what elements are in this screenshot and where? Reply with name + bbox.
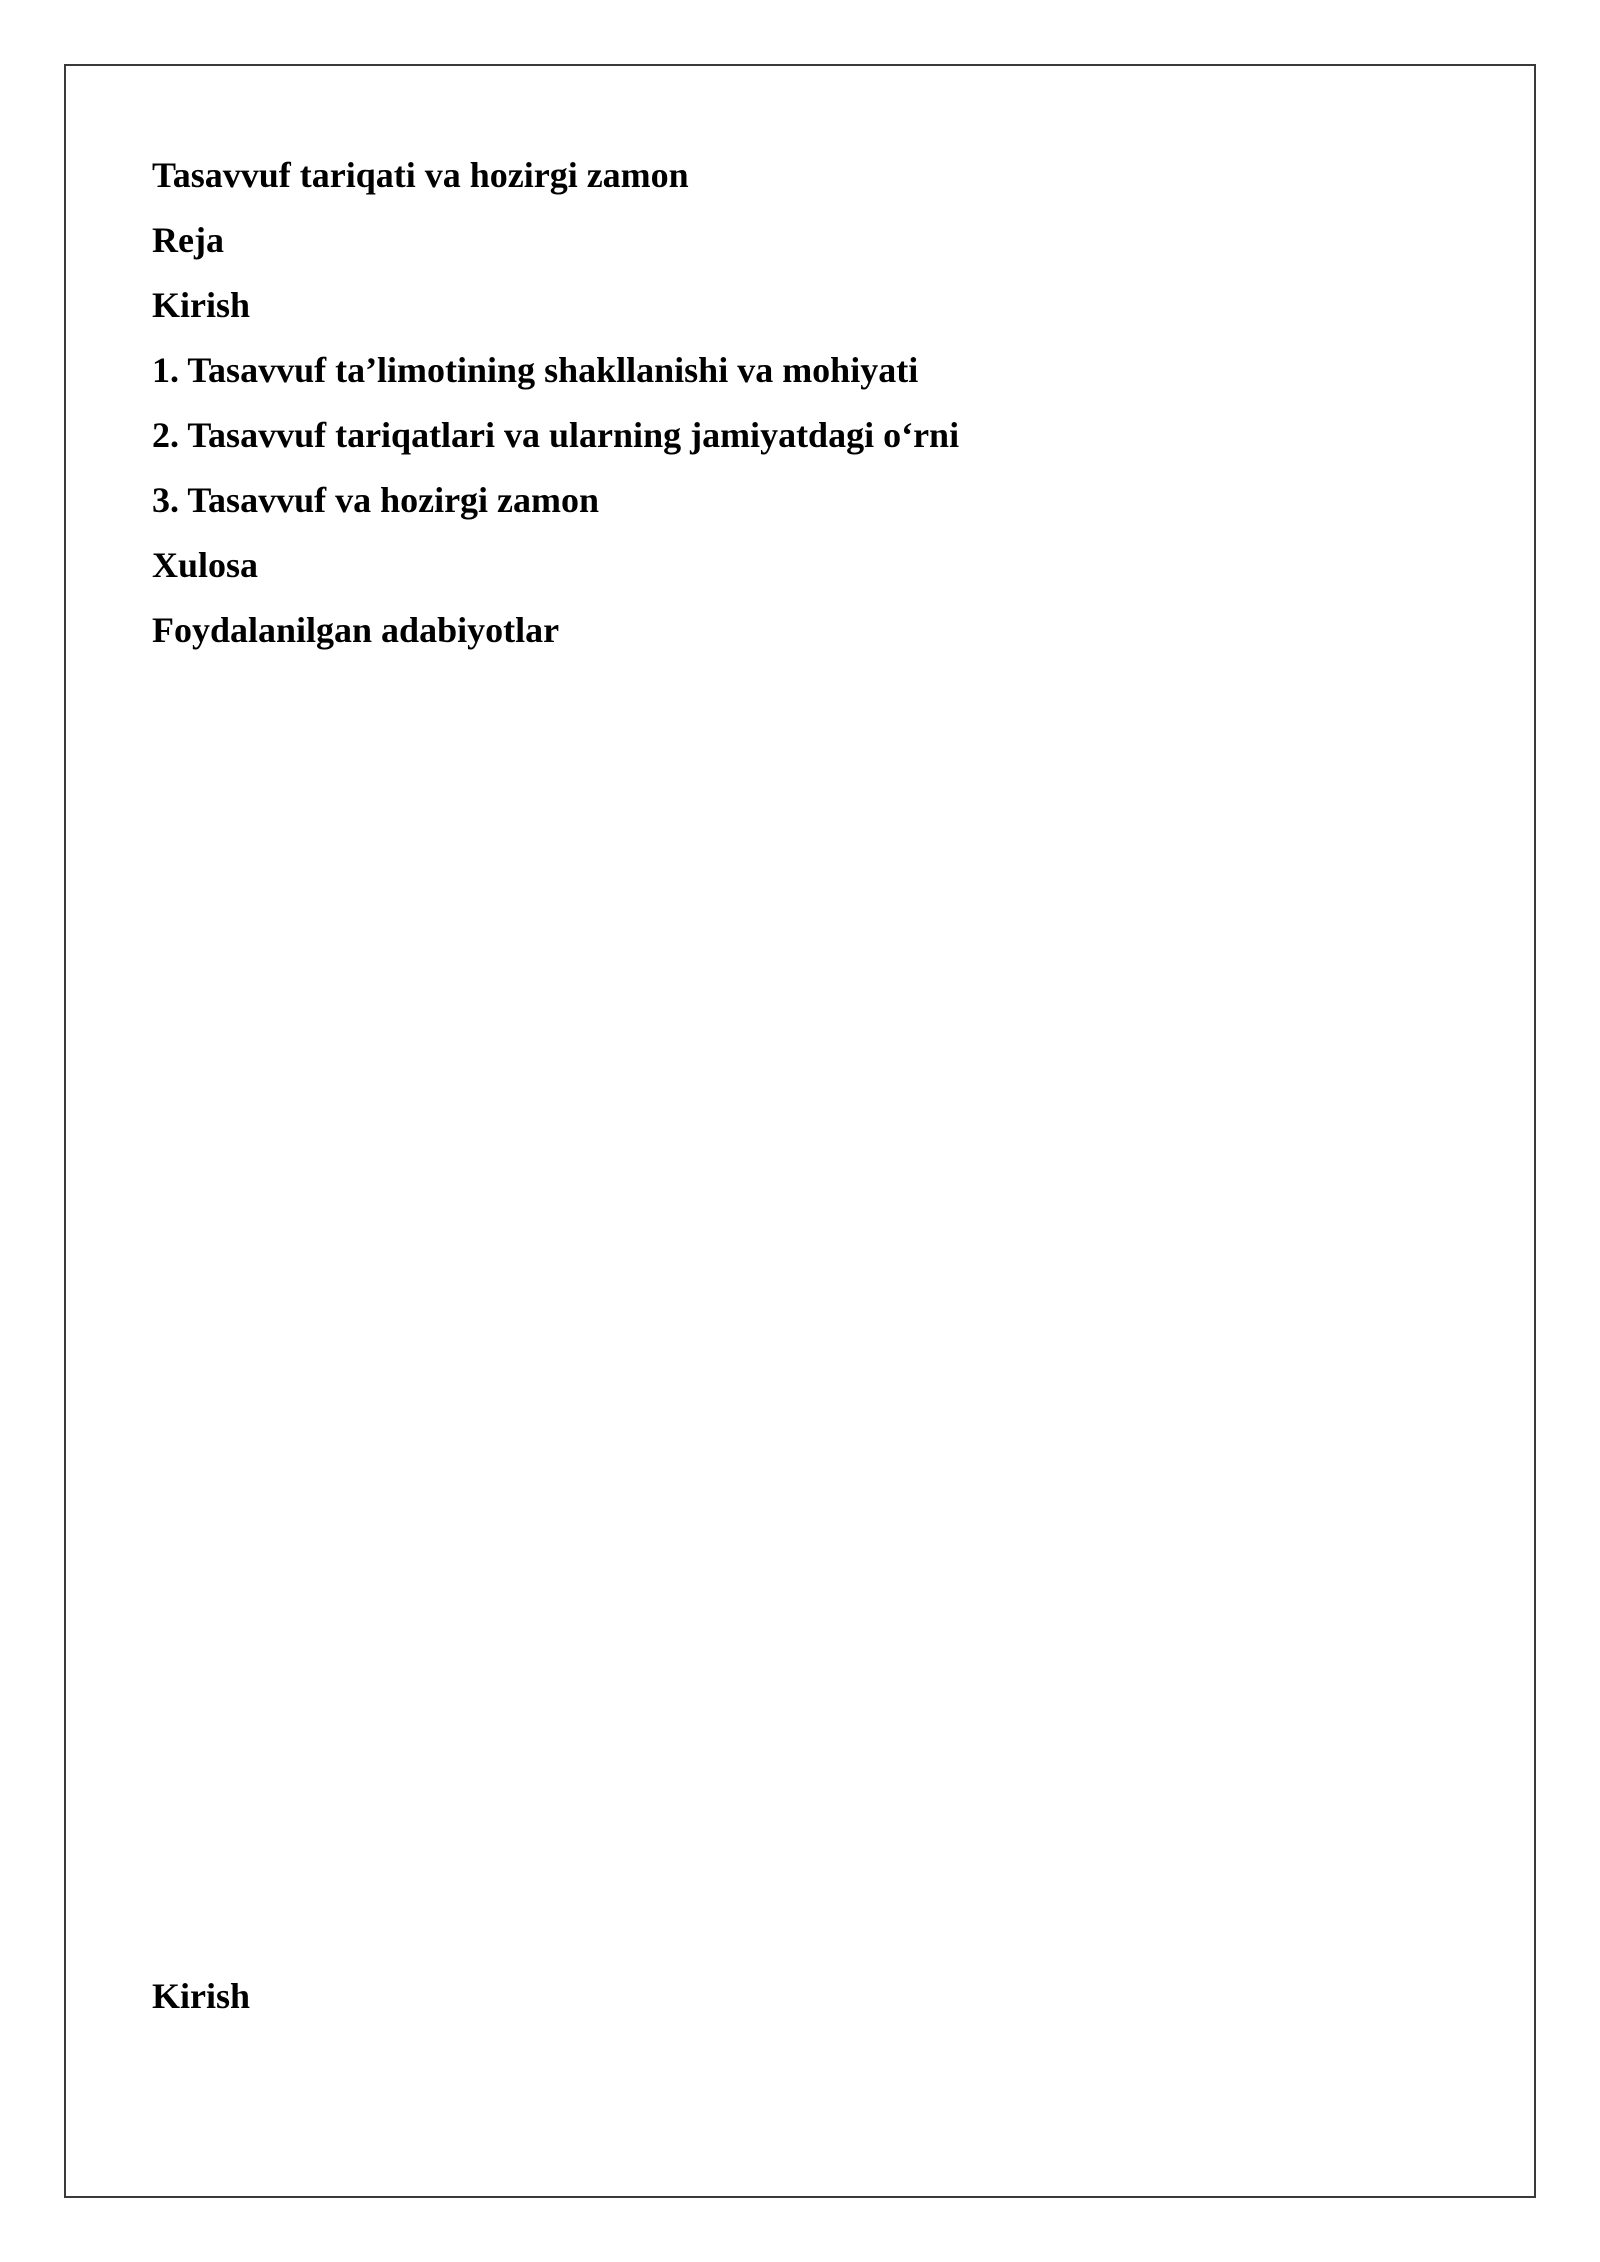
plan-item-2: 2. Tasavvuf tariqatlari va ularning jamiyatdagi o‘rni — [152, 415, 960, 455]
plan-item-3: 3. Tasavvuf va hozirgi zamon — [152, 480, 600, 520]
document-title: Tasavvuf tariqati va hozirgi zamon — [152, 155, 689, 195]
plan-item-1: 1. Tasavvuf ta’limotining shakllanishi va mohiyati — [152, 350, 919, 390]
plan-heading: Reja — [152, 220, 224, 260]
plan-item-introduction: Kirish — [152, 285, 251, 325]
plan-item-references: Foydalanilgan adabiyotlar — [152, 610, 560, 650]
section-heading-introduction: Kirish — [152, 1976, 251, 2016]
plan-item-conclusion: Xulosa — [152, 545, 259, 585]
